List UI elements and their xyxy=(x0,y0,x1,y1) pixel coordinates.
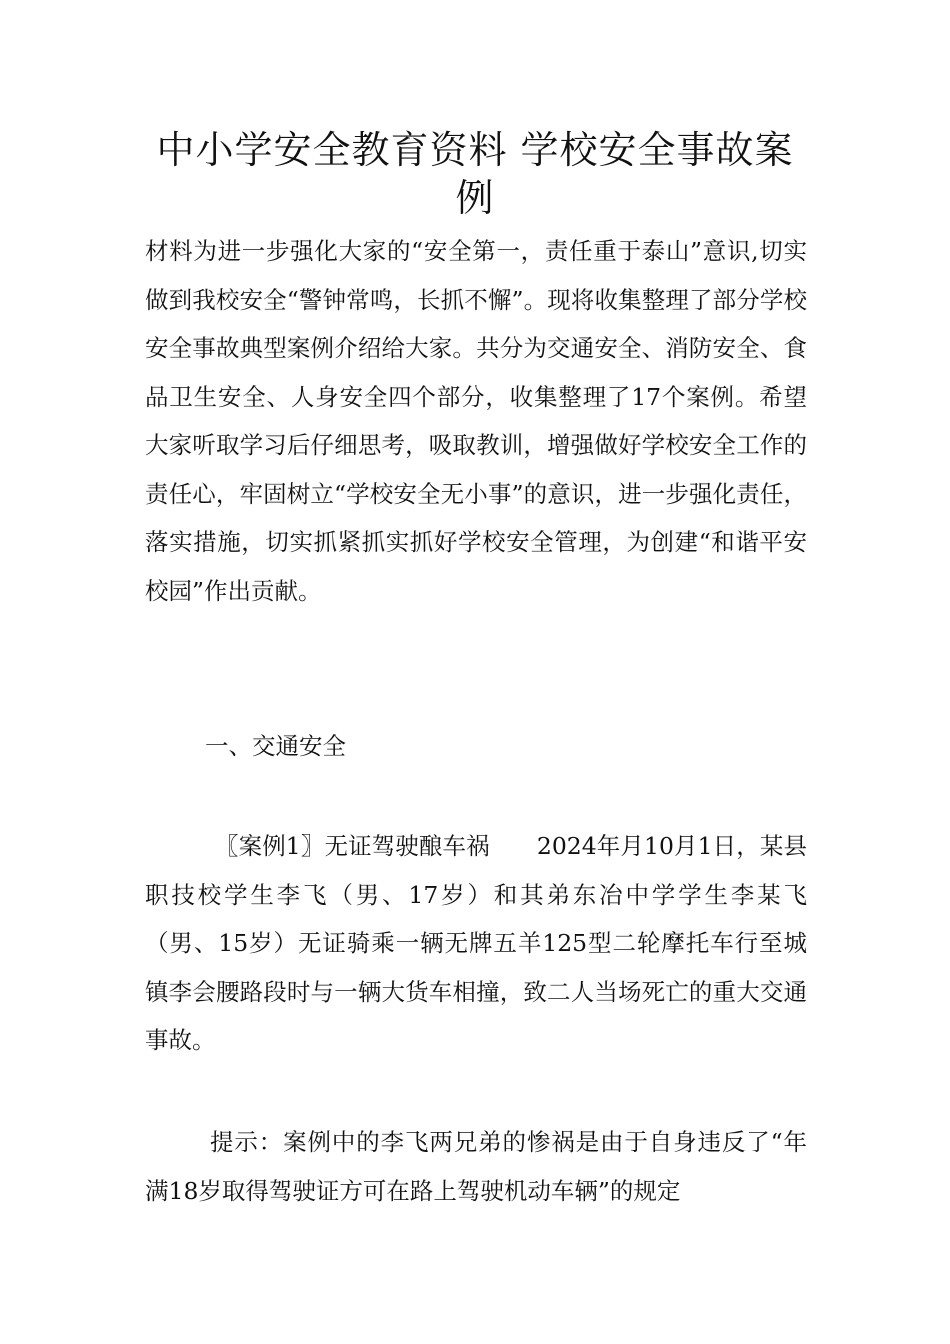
case-1-paragraph: 〖案例1〗无证驾驶酿车祸 2024年月10月1日，某县职技校学生李飞（男、17岁）和其弟东冶中学学生李某飞（男、15岁）无证骑乘一辆无牌五羊125型二轮摩托车行至城镇李会腰路段时与一辆大货车相撞，致二人当场死亡的重大交通事故。 xyxy=(145,832,807,1054)
tip-paragraph: 提示：案例中的李飞两兄弟的惨祸是由于自身违反了“年满18岁取得驾驶证方可在路上驾驶机动车辆”的规定 xyxy=(145,1128,807,1205)
section-heading-traffic-safety: 一、交通安全 xyxy=(205,732,346,760)
intro-paragraph: 材料为进一步强化大家的“安全第一，责任重于泰山”意识,切实做到我校安全“警钟常鸣，长抓不懈”。现将收集整理了部分学校安全事故典型案例介绍给大家。共分为交通安全、消防安全、食品卫生安全、人身安全四个部分，收集整理了17个案例。希望大家听取学习后仔细思考，吸取教训，增强做好学校安全工作的责任心，牢固树立“学校安全无小事”的意识，进一步强化责任，落实措施，切实抓紧抓实抓好学校安全管理，为创建“和谐平安校园”作出贡献。 xyxy=(145,237,807,605)
document-title: 中小学安全教育资料 学校安全事故案例 xyxy=(156,128,794,220)
